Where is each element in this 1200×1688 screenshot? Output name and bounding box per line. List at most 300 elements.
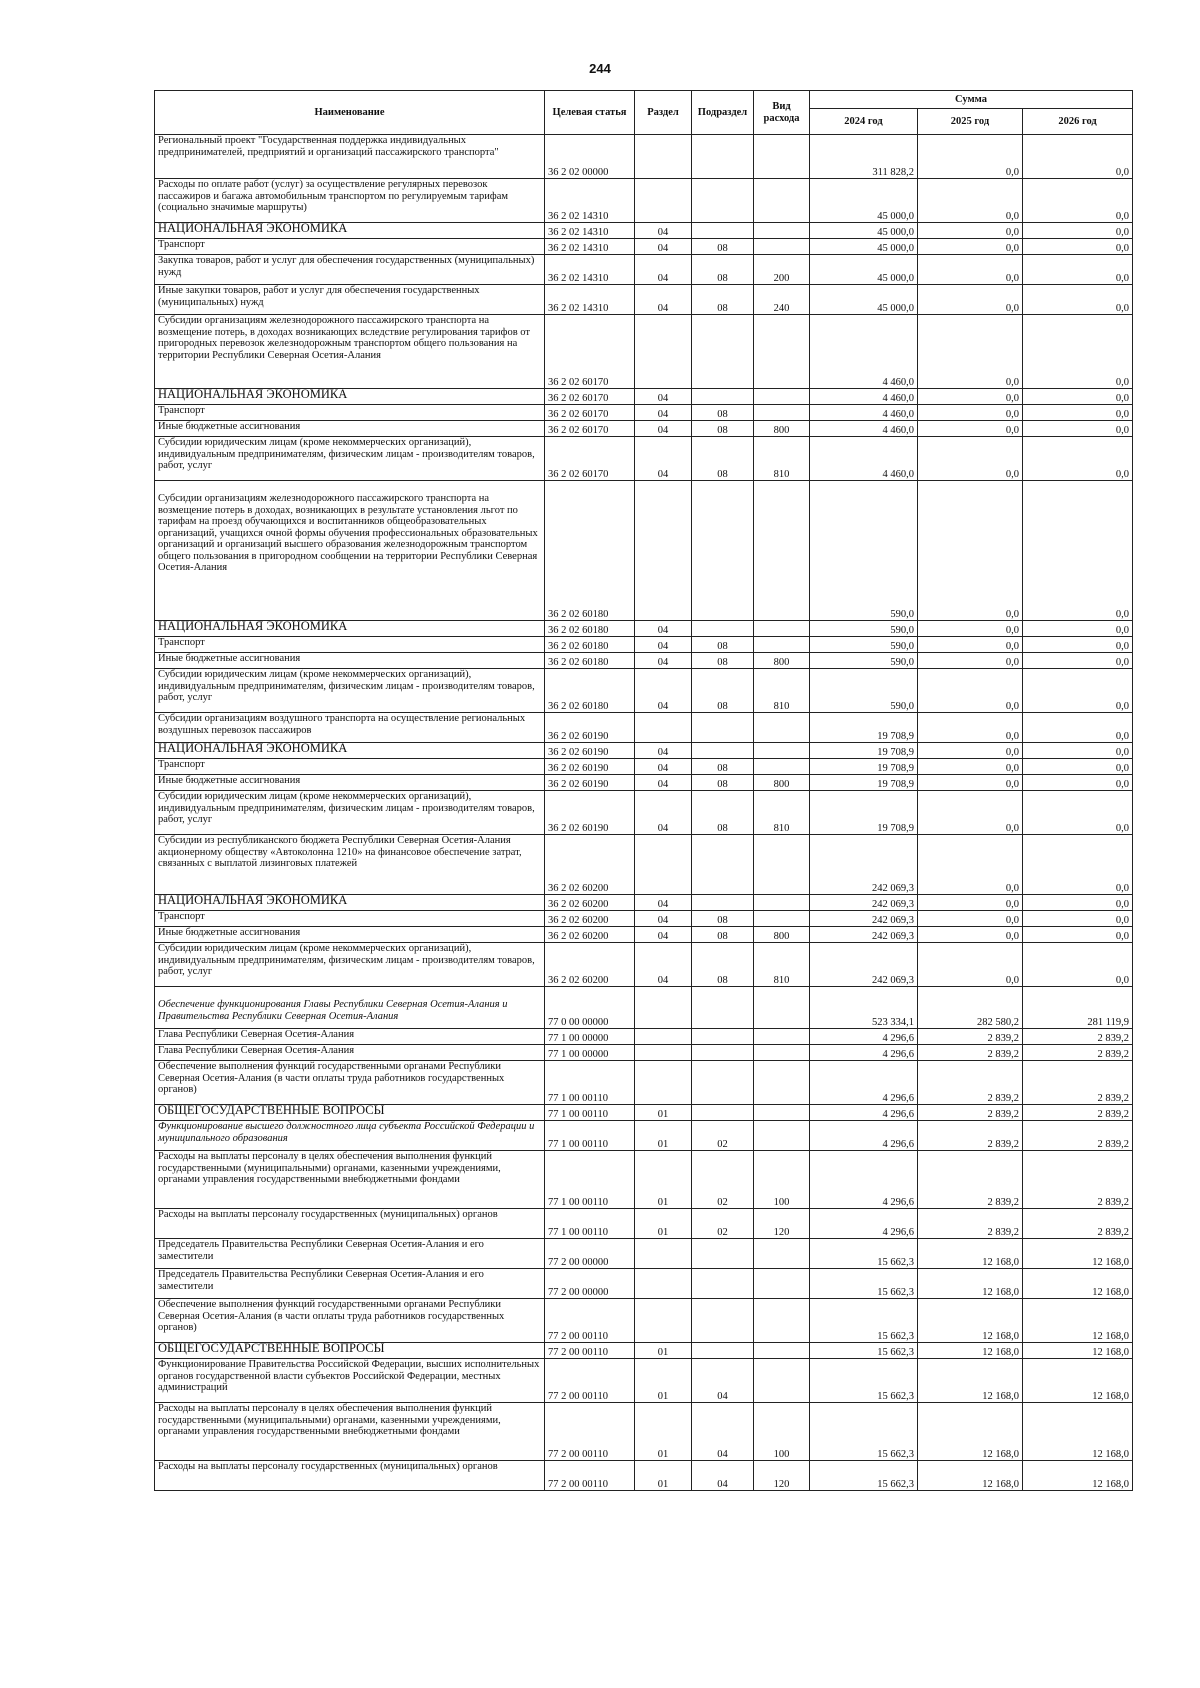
cell-name: Транспорт bbox=[155, 637, 545, 653]
cell-sum-2025: 0,0 bbox=[918, 255, 1023, 285]
cell-section: 04 bbox=[635, 775, 692, 791]
cell-target-article: 36 2 02 60170 bbox=[545, 315, 635, 389]
cell-sum-2026: 0,0 bbox=[1023, 481, 1133, 621]
cell-target-article: 77 1 00 00110 bbox=[545, 1105, 635, 1121]
cell-name: Иные закупки товаров, работ и услуг для обеспечения государственных (муниципальных) нужд bbox=[155, 285, 545, 315]
cell-expense-type bbox=[754, 1029, 810, 1045]
cell-expense-type: 100 bbox=[754, 1151, 810, 1209]
cell-sum-2024: 19 708,9 bbox=[810, 759, 918, 775]
cell-sum-2024: 242 069,3 bbox=[810, 927, 918, 943]
cell-subsection: 02 bbox=[692, 1151, 754, 1209]
cell-subsection: 08 bbox=[692, 255, 754, 285]
cell-expense-type bbox=[754, 911, 810, 927]
cell-subsection: 08 bbox=[692, 943, 754, 987]
cell-target-article: 36 2 02 60180 bbox=[545, 621, 635, 637]
cell-target-article: 36 2 02 00000 bbox=[545, 135, 635, 179]
cell-section: 01 bbox=[635, 1151, 692, 1209]
table-row bbox=[155, 1061, 1133, 1105]
cell-section: 04 bbox=[635, 943, 692, 987]
cell-sum-2025: 0,0 bbox=[918, 315, 1023, 389]
table-row bbox=[155, 1121, 1133, 1151]
cell-name: Расходы по оплате работ (услуг) за осуществление регулярных перевозок пассажиров и багажа автомобильным транспортом по регулируемым тарифам (социально значимые маршруты) bbox=[155, 179, 545, 223]
cell-subsection bbox=[692, 743, 754, 759]
cell-subsection: 08 bbox=[692, 405, 754, 421]
cell-subsection: 02 bbox=[692, 1121, 754, 1151]
cell-sum-2024: 19 708,9 bbox=[810, 743, 918, 759]
table-row bbox=[155, 1029, 1133, 1045]
cell-sum-2024: 242 069,3 bbox=[810, 835, 918, 895]
cell-sum-2026: 12 168,0 bbox=[1023, 1269, 1133, 1299]
cell-expense-type bbox=[754, 1269, 810, 1299]
cell-name: Иные бюджетные ассигнования bbox=[155, 421, 545, 437]
cell-sum-2024: 15 662,3 bbox=[810, 1403, 918, 1461]
cell-expense-type bbox=[754, 315, 810, 389]
table-row bbox=[155, 437, 1133, 481]
cell-section bbox=[635, 1045, 692, 1061]
table-row bbox=[155, 1299, 1133, 1343]
cell-name: Председатель Правительства Республики Северная Осетия-Алания и его заместители bbox=[155, 1239, 545, 1269]
cell-name: ОБЩЕГОСУДАРСТВЕННЫЕ ВОПРОСЫ bbox=[155, 1343, 545, 1359]
cell-subsection bbox=[692, 315, 754, 389]
cell-sum-2024: 4 460,0 bbox=[810, 437, 918, 481]
cell-section bbox=[635, 1029, 692, 1045]
cell-section bbox=[635, 835, 692, 895]
cell-subsection: 08 bbox=[692, 421, 754, 437]
table-row bbox=[155, 285, 1133, 315]
cell-name: Субсидии юридическим лицам (кроме некоммерческих организаций), индивидуальным предпринимателям, физическим лицам - производителям товаров, работ, услуг bbox=[155, 669, 545, 713]
cell-sum-2026: 2 839,2 bbox=[1023, 1029, 1133, 1045]
cell-sum-2026: 2 839,2 bbox=[1023, 1061, 1133, 1105]
table-row bbox=[155, 1239, 1133, 1269]
cell-subsection bbox=[692, 179, 754, 223]
cell-section: 04 bbox=[635, 669, 692, 713]
cell-sum-2024: 4 460,0 bbox=[810, 389, 918, 405]
cell-name: Транспорт bbox=[155, 405, 545, 421]
table-row bbox=[155, 775, 1133, 791]
cell-name: Субсидии организациям воздушного транспорта на осуществление региональных воздушных перевозок пассажиров bbox=[155, 713, 545, 743]
cell-sum-2026: 0,0 bbox=[1023, 315, 1133, 389]
cell-sum-2026: 2 839,2 bbox=[1023, 1121, 1133, 1151]
cell-subsection: 08 bbox=[692, 759, 754, 775]
table-row bbox=[155, 759, 1133, 775]
cell-sum-2024: 523 334,1 bbox=[810, 987, 918, 1029]
cell-sum-2025: 12 168,0 bbox=[918, 1269, 1023, 1299]
table-row bbox=[155, 1209, 1133, 1239]
cell-sum-2025: 0,0 bbox=[918, 437, 1023, 481]
cell-name: Региональный проект "Государственная поддержка индивидуальных предпринимателей, предприятий и организаций пассажирского транспорта" bbox=[155, 135, 545, 179]
cell-target-article: 36 2 02 60200 bbox=[545, 895, 635, 911]
cell-sum-2026: 12 168,0 bbox=[1023, 1403, 1133, 1461]
cell-sum-2025: 0,0 bbox=[918, 481, 1023, 621]
cell-sum-2025: 0,0 bbox=[918, 669, 1023, 713]
cell-section: 04 bbox=[635, 927, 692, 943]
cell-sum-2025: 12 168,0 bbox=[918, 1299, 1023, 1343]
cell-name: Иные бюджетные ассигнования bbox=[155, 927, 545, 943]
cell-target-article: 36 2 02 14310 bbox=[545, 239, 635, 255]
cell-subsection: 08 bbox=[692, 911, 754, 927]
cell-name: Расходы на выплаты персоналу в целях обеспечения выполнения функций государственными (муниципальными) органами, казенными учреждениями, органами управления государственными внебюджетными фондами bbox=[155, 1151, 545, 1209]
cell-sum-2026: 2 839,2 bbox=[1023, 1151, 1133, 1209]
cell-sum-2024: 590,0 bbox=[810, 621, 918, 637]
cell-sum-2026: 0,0 bbox=[1023, 895, 1133, 911]
cell-name: Транспорт bbox=[155, 759, 545, 775]
cell-sum-2026: 0,0 bbox=[1023, 135, 1133, 179]
cell-sum-2024: 242 069,3 bbox=[810, 911, 918, 927]
cell-subsection: 04 bbox=[692, 1461, 754, 1491]
table-row bbox=[155, 421, 1133, 437]
table-row bbox=[155, 911, 1133, 927]
cell-sum-2024: 45 000,0 bbox=[810, 179, 918, 223]
cell-expense-type bbox=[754, 1359, 810, 1403]
table-row bbox=[155, 1461, 1133, 1491]
cell-target-article: 77 2 00 00110 bbox=[545, 1299, 635, 1343]
cell-section bbox=[635, 1239, 692, 1269]
header-subsection: Подраздел bbox=[692, 91, 754, 135]
cell-section: 04 bbox=[635, 389, 692, 405]
cell-section bbox=[635, 481, 692, 621]
cell-sum-2026: 0,0 bbox=[1023, 285, 1133, 315]
header-year-2024: 2024 год bbox=[810, 109, 918, 135]
cell-section: 01 bbox=[635, 1105, 692, 1121]
cell-section: 04 bbox=[635, 285, 692, 315]
cell-name: Функционирование высшего должностного лица субъекта Российской Федерации и муниципального образования bbox=[155, 1121, 545, 1151]
cell-section: 04 bbox=[635, 911, 692, 927]
cell-sum-2024: 4 296,6 bbox=[810, 1045, 918, 1061]
table-row bbox=[155, 1343, 1133, 1359]
cell-sum-2026: 2 839,2 bbox=[1023, 1045, 1133, 1061]
cell-section: 04 bbox=[635, 895, 692, 911]
cell-subsection bbox=[692, 223, 754, 239]
cell-sum-2026: 281 119,9 bbox=[1023, 987, 1133, 1029]
header-target: Целевая статья bbox=[545, 91, 635, 135]
cell-name: Глава Республики Северная Осетия-Алания bbox=[155, 1029, 545, 1045]
cell-target-article: 36 2 02 60170 bbox=[545, 389, 635, 405]
table-row bbox=[155, 743, 1133, 759]
cell-target-article: 77 1 00 00110 bbox=[545, 1121, 635, 1151]
cell-expense-type: 800 bbox=[754, 927, 810, 943]
cell-section: 04 bbox=[635, 743, 692, 759]
cell-name: Расходы на выплаты персоналу государственных (муниципальных) органов bbox=[155, 1209, 545, 1239]
cell-target-article: 36 2 02 60200 bbox=[545, 911, 635, 927]
cell-subsection bbox=[692, 1269, 754, 1299]
cell-subsection: 08 bbox=[692, 285, 754, 315]
cell-sum-2026: 0,0 bbox=[1023, 405, 1133, 421]
cell-sum-2024: 4 296,6 bbox=[810, 1121, 918, 1151]
table-row bbox=[155, 135, 1133, 179]
cell-target-article: 36 2 02 60180 bbox=[545, 653, 635, 669]
cell-sum-2025: 0,0 bbox=[918, 135, 1023, 179]
table-row bbox=[155, 1269, 1133, 1299]
cell-name: НАЦИОНАЛЬНАЯ ЭКОНОМИКА bbox=[155, 621, 545, 637]
cell-expense-type bbox=[754, 895, 810, 911]
cell-sum-2026: 12 168,0 bbox=[1023, 1359, 1133, 1403]
cell-sum-2025: 0,0 bbox=[918, 421, 1023, 437]
header-year-2026: 2026 год bbox=[1023, 109, 1133, 135]
cell-sum-2024: 4 460,0 bbox=[810, 405, 918, 421]
cell-section: 04 bbox=[635, 255, 692, 285]
cell-expense-type: 120 bbox=[754, 1209, 810, 1239]
table-row bbox=[155, 1403, 1133, 1461]
cell-subsection: 08 bbox=[692, 927, 754, 943]
cell-sum-2025: 0,0 bbox=[918, 223, 1023, 239]
cell-sum-2025: 12 168,0 bbox=[918, 1403, 1023, 1461]
cell-sum-2025: 0,0 bbox=[918, 759, 1023, 775]
cell-subsection bbox=[692, 987, 754, 1029]
cell-sum-2025: 0,0 bbox=[918, 775, 1023, 791]
cell-expense-type: 810 bbox=[754, 791, 810, 835]
cell-sum-2026: 0,0 bbox=[1023, 835, 1133, 895]
cell-name: Расходы на выплаты персоналу в целях обеспечения выполнения функций государственными (муниципальными) органами, казенными учреждениями, органами управления государственными внебюджетными фондами bbox=[155, 1403, 545, 1461]
cell-section bbox=[635, 135, 692, 179]
cell-sum-2026: 0,0 bbox=[1023, 669, 1133, 713]
cell-name: Субсидии из республиканского бюджета Республики Северная Осетия-Алания акционерному обществу «Автоколонна 1210» на финансовое обеспечение затрат, связанных с выплатой лизинговых платежей bbox=[155, 835, 545, 895]
cell-sum-2025: 12 168,0 bbox=[918, 1343, 1023, 1359]
cell-subsection: 08 bbox=[692, 653, 754, 669]
cell-subsection bbox=[692, 1343, 754, 1359]
cell-sum-2025: 0,0 bbox=[918, 239, 1023, 255]
cell-expense-type bbox=[754, 1343, 810, 1359]
cell-target-article: 36 2 02 14310 bbox=[545, 255, 635, 285]
cell-subsection bbox=[692, 1105, 754, 1121]
cell-target-article: 77 2 00 00110 bbox=[545, 1403, 635, 1461]
cell-name: Субсидии юридическим лицам (кроме некоммерческих организаций), индивидуальным предпринимателям, физическим лицам - производителям товаров, работ, услуг bbox=[155, 437, 545, 481]
cell-name: Обеспечение функционирования Главы Республики Северная Осетия-Алания и Правительства Республики Северная Осетия-Алания bbox=[155, 987, 545, 1029]
cell-sum-2025: 0,0 bbox=[918, 713, 1023, 743]
table-row bbox=[155, 481, 1133, 621]
cell-sum-2025: 0,0 bbox=[918, 927, 1023, 943]
cell-sum-2026: 12 168,0 bbox=[1023, 1343, 1133, 1359]
cell-name: Субсидии организациям железнодорожного пассажирского транспорта на возмещение потерь в доходах, возникающих в результате установления льгот по тарифам на проезд обучающихся и воспитанников общеобразовательных организаций, учащихся очной формы обучения профессиональных образовательных организаций и организаций высшего образования железнодорожным транспортом общего пользования в пригородном сообщении на территории Республики Северная Осетия-Алания bbox=[155, 481, 545, 621]
cell-section: 01 bbox=[635, 1343, 692, 1359]
cell-name: Функционирование Правительства Российской Федерации, высших исполнительных органов государственной власти субъектов Российской Федерации, местных администраций bbox=[155, 1359, 545, 1403]
cell-sum-2024: 242 069,3 bbox=[810, 943, 918, 987]
cell-expense-type: 800 bbox=[754, 775, 810, 791]
cell-sum-2025: 0,0 bbox=[918, 389, 1023, 405]
cell-sum-2024: 45 000,0 bbox=[810, 239, 918, 255]
cell-expense-type bbox=[754, 1121, 810, 1151]
table-row bbox=[155, 713, 1133, 743]
cell-sum-2025: 0,0 bbox=[918, 621, 1023, 637]
cell-name: Иные бюджетные ассигнования bbox=[155, 653, 545, 669]
cell-expense-type bbox=[754, 405, 810, 421]
cell-name: НАЦИОНАЛЬНАЯ ЭКОНОМИКА bbox=[155, 743, 545, 759]
cell-target-article: 36 2 02 60180 bbox=[545, 637, 635, 653]
cell-sum-2025: 2 839,2 bbox=[918, 1029, 1023, 1045]
cell-expense-type: 810 bbox=[754, 943, 810, 987]
cell-target-article: 77 2 00 00110 bbox=[545, 1461, 635, 1491]
cell-subsection: 04 bbox=[692, 1403, 754, 1461]
cell-sum-2025: 2 839,2 bbox=[918, 1105, 1023, 1121]
cell-target-article: 77 1 00 00110 bbox=[545, 1151, 635, 1209]
cell-target-article: 36 2 02 60190 bbox=[545, 759, 635, 775]
cell-sum-2025: 2 839,2 bbox=[918, 1121, 1023, 1151]
cell-sum-2024: 15 662,3 bbox=[810, 1343, 918, 1359]
cell-sum-2026: 2 839,2 bbox=[1023, 1105, 1133, 1121]
cell-name: Транспорт bbox=[155, 911, 545, 927]
cell-target-article: 36 2 02 60170 bbox=[545, 405, 635, 421]
cell-expense-type bbox=[754, 239, 810, 255]
cell-subsection: 08 bbox=[692, 637, 754, 653]
table-row bbox=[155, 1151, 1133, 1209]
cell-sum-2024: 311 828,2 bbox=[810, 135, 918, 179]
table-row bbox=[155, 179, 1133, 223]
cell-sum-2024: 4 460,0 bbox=[810, 315, 918, 389]
cell-sum-2025: 0,0 bbox=[918, 791, 1023, 835]
cell-name: Субсидии юридическим лицам (кроме некоммерческих организаций), индивидуальным предпринимателям, физическим лицам - производителям товаров, работ, услуг bbox=[155, 943, 545, 987]
table-row bbox=[155, 637, 1133, 653]
cell-target-article: 77 2 00 00000 bbox=[545, 1239, 635, 1269]
cell-sum-2026: 0,0 bbox=[1023, 437, 1133, 481]
cell-target-article: 36 2 02 60190 bbox=[545, 713, 635, 743]
cell-sum-2025: 12 168,0 bbox=[918, 1461, 1023, 1491]
cell-expense-type: 800 bbox=[754, 653, 810, 669]
cell-name: Субсидии организациям железнодорожного пассажирского транспорта на возмещение потерь, в доходах возникающих вследствие регулирования тарифов от пригородных перевозок железнодорожным транспортом общего пользования на территории Республики Северная Осетия-Алания bbox=[155, 315, 545, 389]
cell-sum-2026: 12 168,0 bbox=[1023, 1461, 1133, 1491]
cell-sum-2024: 590,0 bbox=[810, 669, 918, 713]
cell-sum-2024: 4 460,0 bbox=[810, 421, 918, 437]
cell-subsection: 08 bbox=[692, 669, 754, 713]
cell-expense-type bbox=[754, 713, 810, 743]
cell-sum-2024: 19 708,9 bbox=[810, 791, 918, 835]
cell-sum-2026: 0,0 bbox=[1023, 775, 1133, 791]
cell-expense-type: 800 bbox=[754, 421, 810, 437]
cell-name: НАЦИОНАЛЬНАЯ ЭКОНОМИКА bbox=[155, 223, 545, 239]
cell-sum-2024: 19 708,9 bbox=[810, 713, 918, 743]
cell-target-article: 77 1 00 00000 bbox=[545, 1045, 635, 1061]
cell-section bbox=[635, 1061, 692, 1105]
table-row bbox=[155, 315, 1133, 389]
cell-expense-type bbox=[754, 481, 810, 621]
cell-section bbox=[635, 179, 692, 223]
cell-expense-type: 240 bbox=[754, 285, 810, 315]
cell-subsection bbox=[692, 713, 754, 743]
cell-subsection: 08 bbox=[692, 239, 754, 255]
cell-target-article: 36 2 02 60180 bbox=[545, 669, 635, 713]
cell-sum-2026: 0,0 bbox=[1023, 791, 1133, 835]
cell-expense-type: 810 bbox=[754, 437, 810, 481]
table-row bbox=[155, 239, 1133, 255]
cell-sum-2024: 4 296,6 bbox=[810, 1209, 918, 1239]
cell-section: 04 bbox=[635, 437, 692, 481]
table-row bbox=[155, 653, 1133, 669]
header-sum: Сумма bbox=[810, 91, 1133, 109]
cell-sum-2026: 0,0 bbox=[1023, 927, 1133, 943]
cell-target-article: 36 2 02 60170 bbox=[545, 421, 635, 437]
table-row bbox=[155, 669, 1133, 713]
cell-sum-2024: 242 069,3 bbox=[810, 895, 918, 911]
table-row bbox=[155, 389, 1133, 405]
table-row bbox=[155, 927, 1133, 943]
cell-sum-2025: 2 839,2 bbox=[918, 1061, 1023, 1105]
cell-sum-2024: 45 000,0 bbox=[810, 255, 918, 285]
cell-sum-2024: 590,0 bbox=[810, 653, 918, 669]
cell-expense-type bbox=[754, 743, 810, 759]
cell-sum-2025: 0,0 bbox=[918, 743, 1023, 759]
cell-target-article: 36 2 02 60190 bbox=[545, 743, 635, 759]
cell-subsection bbox=[692, 135, 754, 179]
cell-expense-type bbox=[754, 621, 810, 637]
cell-target-article: 77 0 00 00000 bbox=[545, 987, 635, 1029]
cell-sum-2026: 0,0 bbox=[1023, 759, 1133, 775]
table-row bbox=[155, 895, 1133, 911]
cell-target-article: 36 2 02 14310 bbox=[545, 223, 635, 239]
cell-name: НАЦИОНАЛЬНАЯ ЭКОНОМИКА bbox=[155, 895, 545, 911]
cell-sum-2026: 0,0 bbox=[1023, 389, 1133, 405]
table-row bbox=[155, 621, 1133, 637]
cell-section: 01 bbox=[635, 1461, 692, 1491]
cell-sum-2026: 0,0 bbox=[1023, 743, 1133, 759]
cell-expense-type bbox=[754, 987, 810, 1029]
cell-name: Субсидии юридическим лицам (кроме некоммерческих организаций), индивидуальным предпринимателям, физическим лицам - производителям товаров, работ, услуг bbox=[155, 791, 545, 835]
cell-sum-2025: 0,0 bbox=[918, 405, 1023, 421]
cell-sum-2024: 15 662,3 bbox=[810, 1461, 918, 1491]
cell-sum-2024: 4 296,6 bbox=[810, 1061, 918, 1105]
cell-expense-type bbox=[754, 1105, 810, 1121]
cell-sum-2026: 2 839,2 bbox=[1023, 1209, 1133, 1239]
cell-sum-2026: 0,0 bbox=[1023, 223, 1133, 239]
cell-name: НАЦИОНАЛЬНАЯ ЭКОНОМИКА bbox=[155, 389, 545, 405]
cell-target-article: 36 2 02 60170 bbox=[545, 437, 635, 481]
table-row bbox=[155, 255, 1133, 285]
cell-sum-2026: 0,0 bbox=[1023, 179, 1133, 223]
cell-target-article: 77 1 00 00000 bbox=[545, 1029, 635, 1045]
cell-section bbox=[635, 713, 692, 743]
cell-name: Обеспечение выполнения функций государственными органами Республики Северная Осетия-Алания (в части оплаты труда работников государственных органов) bbox=[155, 1061, 545, 1105]
cell-sum-2026: 0,0 bbox=[1023, 653, 1133, 669]
cell-target-article: 77 1 00 00110 bbox=[545, 1061, 635, 1105]
cell-subsection bbox=[692, 1239, 754, 1269]
cell-target-article: 36 2 02 60200 bbox=[545, 943, 635, 987]
cell-expense-type: 810 bbox=[754, 669, 810, 713]
cell-sum-2024: 15 662,3 bbox=[810, 1269, 918, 1299]
table-row bbox=[155, 1045, 1133, 1061]
cell-target-article: 36 2 02 60200 bbox=[545, 835, 635, 895]
cell-section: 01 bbox=[635, 1403, 692, 1461]
cell-sum-2026: 12 168,0 bbox=[1023, 1239, 1133, 1269]
cell-expense-type bbox=[754, 1045, 810, 1061]
cell-subsection: 02 bbox=[692, 1209, 754, 1239]
cell-subsection: 08 bbox=[692, 791, 754, 835]
cell-sum-2025: 0,0 bbox=[918, 835, 1023, 895]
cell-section: 04 bbox=[635, 637, 692, 653]
cell-sum-2025: 0,0 bbox=[918, 179, 1023, 223]
cell-subsection bbox=[692, 1029, 754, 1045]
cell-section: 01 bbox=[635, 1209, 692, 1239]
cell-subsection bbox=[692, 1061, 754, 1105]
cell-expense-type bbox=[754, 1061, 810, 1105]
cell-sum-2024: 590,0 bbox=[810, 481, 918, 621]
cell-sum-2025: 0,0 bbox=[918, 895, 1023, 911]
cell-sum-2024: 45 000,0 bbox=[810, 223, 918, 239]
cell-sum-2026: 12 168,0 bbox=[1023, 1299, 1133, 1343]
cell-name: Председатель Правительства Республики Северная Осетия-Алания и его заместители bbox=[155, 1269, 545, 1299]
header-section: Раздел bbox=[635, 91, 692, 135]
table-row bbox=[155, 835, 1133, 895]
cell-section: 04 bbox=[635, 791, 692, 835]
cell-sum-2025: 12 168,0 bbox=[918, 1239, 1023, 1269]
cell-expense-type: 100 bbox=[754, 1403, 810, 1461]
cell-section: 04 bbox=[635, 759, 692, 775]
cell-target-article: 36 2 02 60200 bbox=[545, 927, 635, 943]
cell-expense-type bbox=[754, 637, 810, 653]
cell-expense-type: 200 bbox=[754, 255, 810, 285]
cell-section: 04 bbox=[635, 421, 692, 437]
cell-sum-2024: 45 000,0 bbox=[810, 285, 918, 315]
cell-sum-2025: 282 580,2 bbox=[918, 987, 1023, 1029]
cell-sum-2026: 0,0 bbox=[1023, 713, 1133, 743]
header-year-2025: 2025 год bbox=[918, 109, 1023, 135]
cell-subsection bbox=[692, 389, 754, 405]
